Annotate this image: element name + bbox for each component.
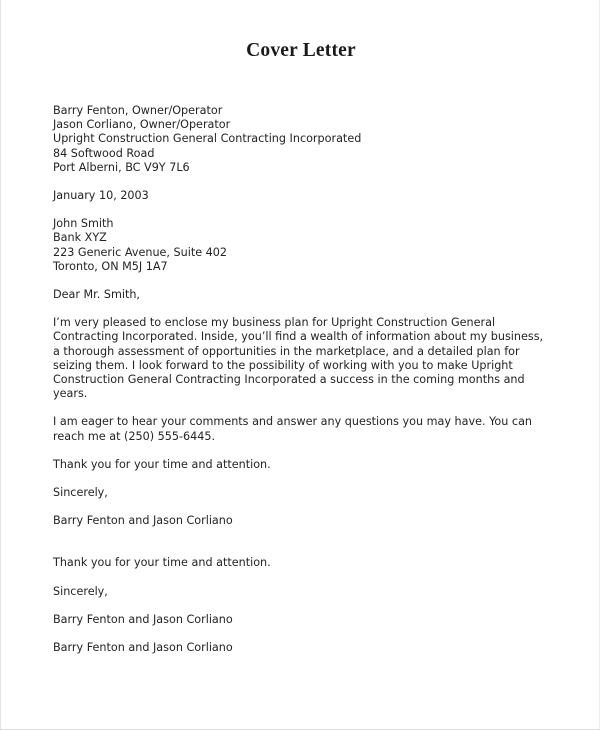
signature-spacer (53, 542, 549, 556)
signature-line-3 (53, 641, 549, 655)
recipient-line: Bank XYZ (53, 231, 107, 245)
thanks-line-2 (53, 556, 549, 570)
signature-text: Barry Fenton and Jason Corliano (53, 514, 233, 528)
signature-line-1 (53, 514, 549, 528)
thanks-line-1 (53, 458, 549, 472)
sender-line: 84 Softwood Road (53, 146, 155, 160)
thanks-text: Thank you for your time and attention. (53, 457, 271, 471)
sign-off-2 (53, 585, 549, 599)
sign-off-text: Sincerely, (53, 486, 108, 500)
recipient-line: Toronto, ON M5J 1A7 (53, 259, 168, 273)
sender-line: Jason Corliano, Owner/Operator (53, 118, 231, 132)
salutation-line: Dear Mr. Smith, (53, 288, 140, 302)
letter-date (53, 189, 549, 203)
date-line: January 10, 2003 (53, 189, 149, 203)
sender-line: Port Alberni, BC V9Y 7L6 (53, 160, 190, 174)
signature-text: Barry Fenton and Jason Corliano (53, 612, 233, 626)
sign-off-text: Sincerely, (53, 584, 108, 598)
recipient-line: John Smith (53, 217, 114, 231)
sender-line: Upright Construction General Contracting Incorporated (53, 132, 362, 146)
page-title: Cover Letter (246, 40, 356, 61)
body-paragraph-2: I am eager to hear your comments and answer any questions you may have. You can reach me at (250) 555-6445. (53, 415, 533, 443)
sender-line: Barry Fenton, Owner/Operator (53, 104, 223, 117)
thanks-text: Thank you for your time and attention. (53, 556, 271, 570)
recipient-line: 223 Generic Avenue, Suite 402 (53, 245, 228, 259)
recipient-address-block (53, 217, 549, 274)
sender-address-block (53, 104, 549, 175)
body-paragraph-1: I’m very pleased to enclose my business plan for Upright Construction General Contracting Incorporated. Inside, you’ll find a wealth of information about my business, a thorough assessment of opportunities in the marketplace, and a detailed plan for seizing them. I look forward to the possibility of working with you to make Upright Construction General Contracting Incorporated a success in the coming months and years. (53, 316, 544, 401)
sign-off-1 (53, 486, 549, 500)
signature-line-2 (53, 613, 549, 627)
signature-text: Barry Fenton and Jason Corliano (53, 641, 233, 655)
salutation (53, 288, 549, 302)
letter-body (53, 104, 549, 655)
